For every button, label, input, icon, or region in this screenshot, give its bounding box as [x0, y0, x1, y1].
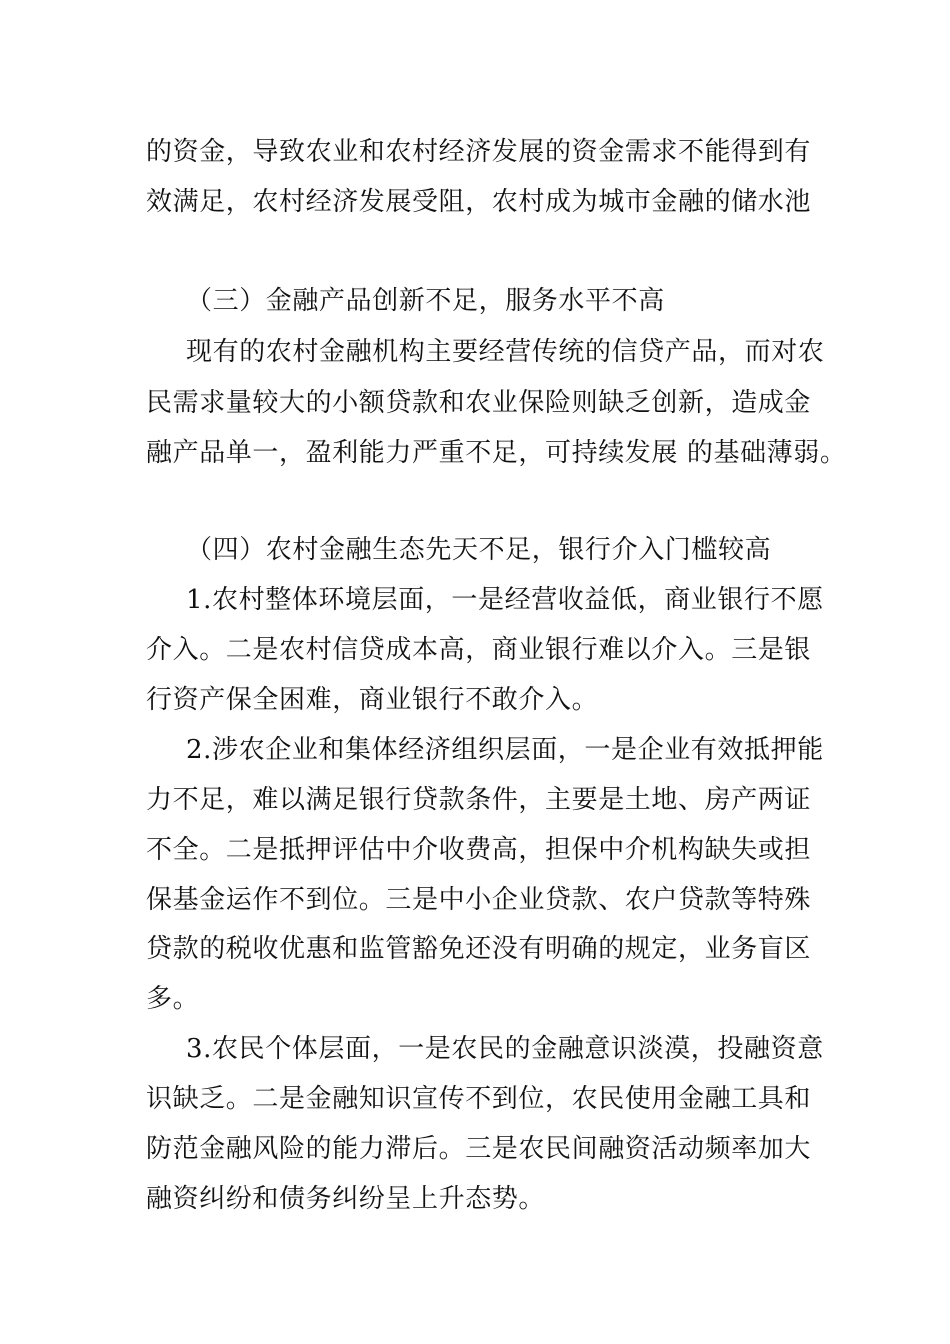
paragraph-line: 融产品单一，盈利能力严重不足，可持续发展 的基础薄弱。 [146, 438, 847, 468]
section-heading-3: （三）金融产品创新不足，服务水平不高 [186, 286, 665, 316]
list-item-line: 1.农村整体环境层面，一是经营收益低，商业银行不愿 [186, 585, 824, 615]
list-item-line: 识缺乏。二是金融知识宣传不到位，农民使用金融工具和 [146, 1084, 812, 1114]
list-item-line: 3.农民个体层面，一是农民的金融意识淡漠，投融资意 [186, 1034, 824, 1064]
list-item-line: 防范金融风险的能力滞后。三是农民间融资活动频率加大 [146, 1134, 812, 1164]
paragraph-line: 现有的农村金融机构主要经营传统的信贷产品，而对农 [186, 337, 825, 367]
paragraph-line: 的资金，导致农业和农村经济发展的资金需求不能得到有 [146, 137, 812, 167]
list-item-line: 贷款的税收优惠和监管豁免还没有明确的规定，业务盲区 [146, 934, 812, 964]
paragraph-line: 民需求量较大的小额贷款和农业保险则缺乏创新，造成金 [146, 388, 812, 418]
section-heading-4: （四）农村金融生态先天不足，银行介入门槛较高 [186, 535, 772, 565]
list-item-line: 介入。二是农村信贷成本高，商业银行难以介入。三是银 [146, 635, 812, 665]
list-item-line: 力不足，难以满足银行贷款条件，主要是土地、房产两证 [146, 785, 812, 815]
list-item-line: 2.涉农企业和集体经济组织层面，一是企业有效抵押能 [186, 735, 824, 765]
list-item-line: 保基金运作不到位。三是中小企业贷款、农户贷款等特殊 [146, 885, 812, 915]
list-item-line: 融资纠纷和债务纠纷呈上升态势。 [146, 1184, 546, 1214]
paragraph-line: 效满足，农村经济发展受阻，农村成为城市金融的储水池 [146, 187, 812, 217]
list-item-line: 不全。二是抵押评估中介收费高，担保中介机构缺失或担 [146, 835, 812, 865]
list-item-line: 多。 [146, 984, 200, 1014]
list-item-line: 行资产保全困难，商业银行不敢介入。 [146, 685, 599, 715]
